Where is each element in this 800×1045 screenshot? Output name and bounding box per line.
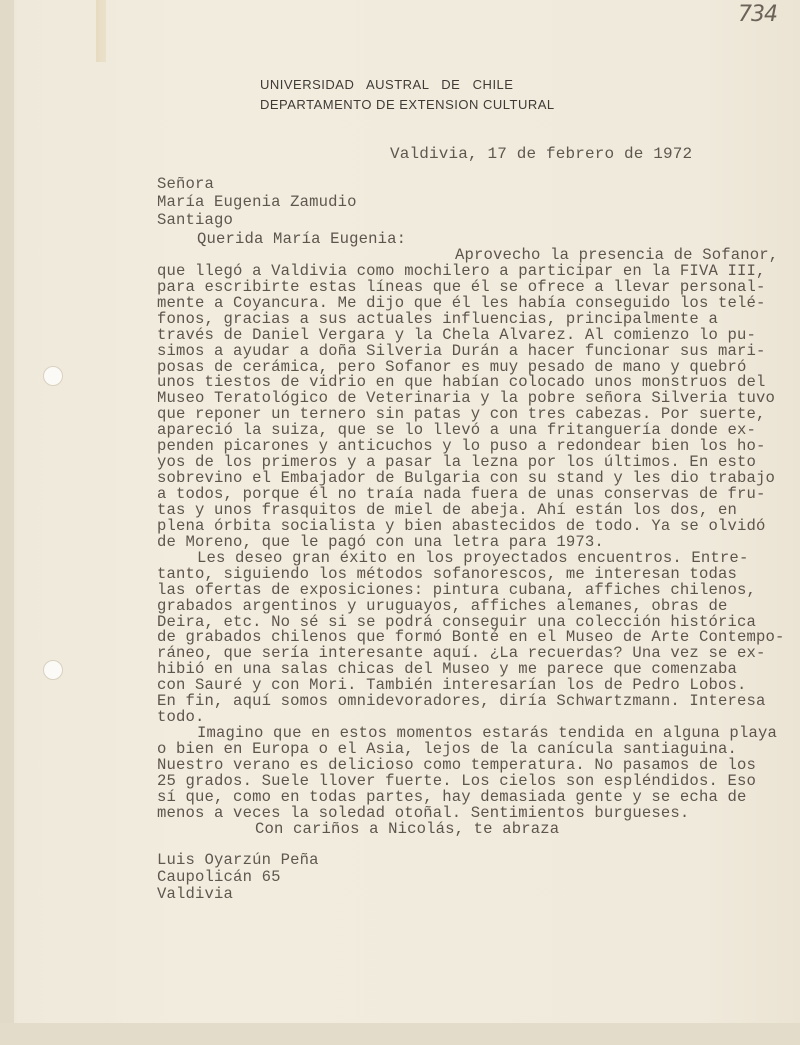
letter-line: a todos, porque él no traía nada fuera de unas conservas de fru- [157,485,766,503]
letter-line: ráneo, que sería interesante aquí. ¿La recuerdas? Una vez se ex- [157,644,766,663]
recipient-city: Santiago [157,211,234,229]
letter-line: unos tiestos de vidrio en que habían colocado unos monstruos del [157,373,766,392]
letter-line: sí que, como en todas partes, hay demasiada gente y se echa de [157,787,747,806]
letter-line: o bien en Europa o el Asia, lejos de la canícula santiaguina. [157,740,737,758]
letter-line: Con cariños a Nicolás, te abraza [255,819,560,838]
letter-line: Nuestro verano es delicioso como temperatura. No pasamos de los [157,755,756,774]
sender-address: Caupolicán 65 [157,868,281,886]
recipient-title: Señora [157,175,215,193]
letter-line: apareció la suiza, que se lo llevó a una fritanguería donde ex- [157,421,756,440]
letter-line: posas de cerámica, pero Sofanor es muy pesado de mano y quebró [157,357,747,376]
letterhead-university: UNIVERSIDAD AUSTRAL DE CHILE [260,77,514,92]
letter-line: Imagino que en estos momentos estarás tendida en alguna playa [197,724,777,743]
paper-bottom-edge [0,1023,800,1045]
letter-line: través de Daniel Vergara y la Chela Alvarez. Al comienzo lo pu- [157,325,756,344]
letter-line: todo. [157,708,205,727]
letter-line: En fin, aquí somos omnidevoradores, diría Schwartzmann. Interesa [157,692,766,711]
letter-line: grabados argentinos y uruguayos, affiches alemanes, obras de [157,596,728,615]
letter-line: fonos, gracias a sus actuales influencias, principalmente a [157,309,718,328]
letter-line: de grabados chilenos que formó Bonté en el Museo de Arte Contempo- [157,628,785,647]
letter-line: tanto, siguiendo los métodos sofanorescos, me interesan todas [157,564,737,583]
letter-line: mente a Coyancura. Me dijo que él les había conseguido los telé- [157,293,766,312]
letter-line: las ofertas de exposiciones: pintura cubana, affiches chilenos, [157,580,756,599]
letter-line: Deira, etc. No sé si se podrá conseguir una colección histórica [157,612,756,631]
letter-line: tas y unos frasquitos de miel de abeja. Ahí están los dos, en [157,500,737,519]
sender-city: Valdivia [157,885,234,903]
letter-line: Aprovecho la presencia de Sofanor, [455,245,779,264]
letter-line: para escribirte estas líneas que él se ofrece a llevar personal- [157,277,766,296]
punch-hole [43,366,63,386]
punch-hole [43,660,63,680]
recipient-name: María Eugenia Zamudio [157,193,357,211]
letter-line: Museo Teratológico de Veterinaria y la pobre señora Silveria tuvo [157,389,776,408]
sender-name: Luis Oyarzún Peña [157,851,319,869]
tape-mark [96,0,106,62]
letter-line: 25 grados. Suele llover fuerte. Los cielos son espléndidos. Eso [157,771,756,790]
paper-edge [0,0,14,1045]
letter-line: yos de los primeros y a pasar la lezna por los últimos. En esto [157,453,756,472]
letterhead-department: DEPARTAMENTO DE EXTENSION CULTURAL [260,97,555,112]
letter-line: Les deseo gran éxito en los proyectados encuentros. Entre- [197,548,749,567]
letter-line: simos a ayudar a doña Silveria Durán a hacer funcionar sus mari- [157,341,766,360]
letter-line: que llegó a Valdivia como mochilero a participar en la FIVA III, [157,261,766,280]
letter-line: sobrevino el Embajador de Bulgaria con su stand y les dio trabajo [157,469,776,488]
letter-line: menos a veces la soledad otoñal. Sentimientos burgueses. [157,803,690,822]
letter-date: Valdivia, 17 de febrero de 1972 [390,145,693,163]
letter-line: penden picarones y anticuchos y lo puso a redondear bien los ho- [157,437,766,456]
letter-line: de Moreno, que le pagó con una letra para 1973. [157,532,604,551]
letter-line: que reponer un ternero sin patas y con tres cabezas. Por suerte, [157,405,766,424]
letter-line: Querida María Eugenia: [197,230,407,248]
handwritten-page-number: 734 [738,2,777,27]
letter-line: con Sauré y con Mori. También interesarían los de Pedro Lobos. [157,676,747,695]
letter-line: plena órbita socialista y bien abastecidos de todo. Ya se olvidó [157,516,766,535]
letter-body [157,232,785,838]
letter-line: hibió en una salas chicas del Museo y me parece que comenzaba [157,660,737,679]
